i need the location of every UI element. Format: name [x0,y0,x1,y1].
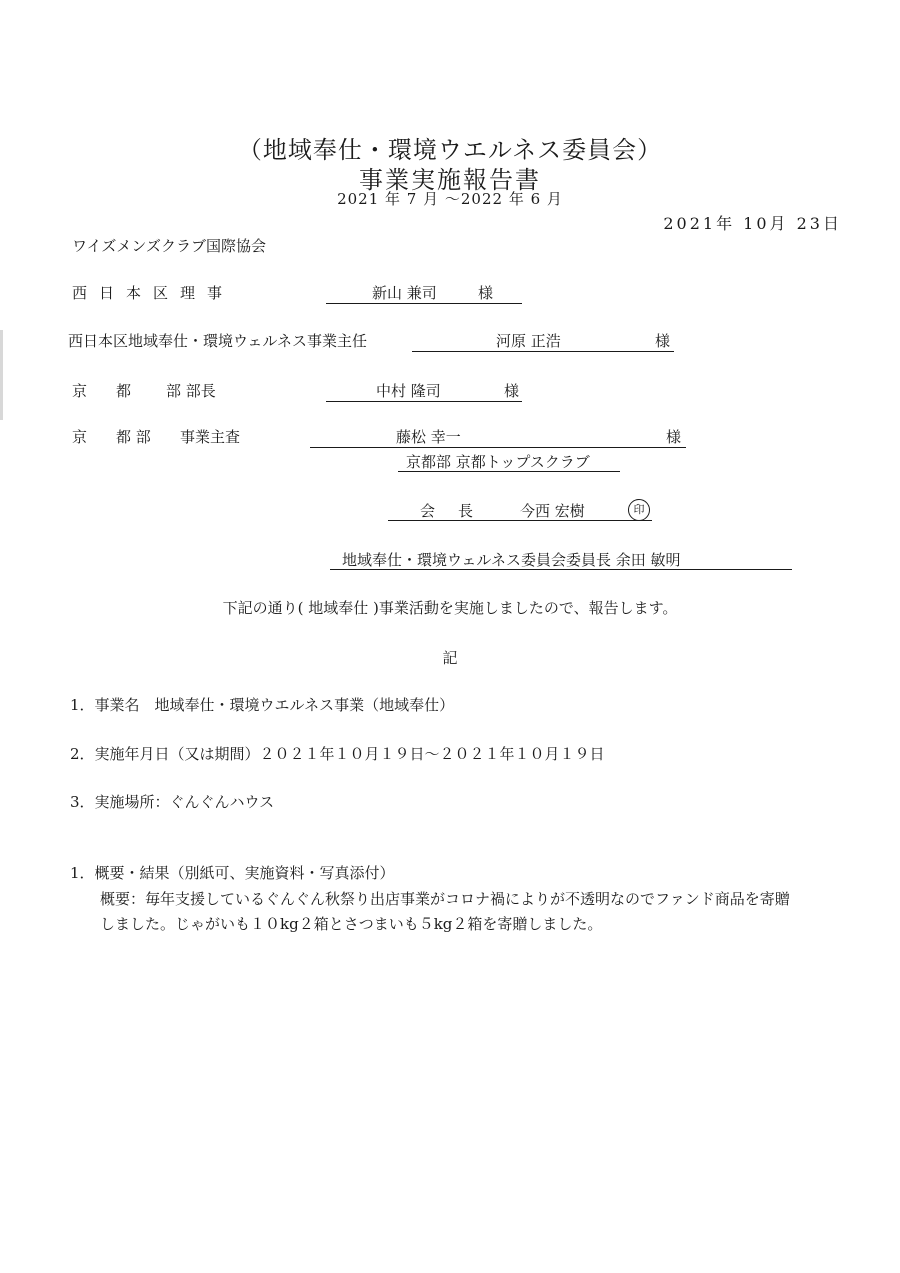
recipient-2-name: 河原 正浩 [496,332,561,350]
recipient-3-honorific: 様 [504,382,520,400]
recipient-3-name: 中村 隆司 [376,382,441,400]
recipient-1-title: 西日本区理事 [72,284,235,302]
recipient-1-name: 新山 兼司 [372,284,437,302]
recipient-1-honorific: 様 [478,284,494,302]
title-report: 事業実施報告書 [359,166,541,194]
recipient-organization: ワイズメンズクラブ国際協会 [72,237,266,255]
item-project-name: 1．事業名 地域奉仕・環境ウエルネス事業（地域奉仕） [70,696,455,714]
recipient-4-name: 藤松 幸一 [396,428,461,446]
sender-president-name: 今西 宏樹 [520,502,585,520]
recipient-4-honorific: 様 [666,428,682,446]
scan-artifact [0,330,3,420]
summary-heading: 1．概要・結果（別紙可、実施資料・写真添付） [70,864,395,882]
recipient-2-title: 西日本区地域奉仕・環境ウェルネス事業主任 [68,332,367,350]
intro-statement: 下記の通り( 地域奉仕 )事業活動を実施しましたので、報告します。 [222,599,678,617]
seal-stamp: 印 [628,499,650,521]
sender-chair: 地域奉仕・環境ウェルネス委員会委員長 余田 敏明 [342,551,681,569]
sender-president-title: 会 長 [420,502,478,520]
sender-club: 京都部 京都トップスクラブ [406,453,590,471]
recipient-4-title-c: 事業主査 [180,428,241,446]
title-committee: （地域奉仕・環境ウエルネス委員会） [237,136,663,164]
report-date: 2021年 10月 23日 [663,214,842,233]
recipient-2-honorific: 様 [655,332,671,350]
recipient-4-underline [310,427,686,448]
item-location: 3．実施場所：ぐんぐんハウス [70,793,275,811]
recipient-4-title-b: 都 部 [116,428,151,446]
recipient-3-title-b: 都 [116,382,132,400]
report-period: 2021 年 7 月 ～2022 年 6 月 [337,190,563,208]
ki-heading: 記 [442,649,458,667]
summary-line-2: しました。じゃがいも１０kg２箱とさつまいも５kg２箱を寄贈しました。 [100,915,603,933]
recipient-3-title-a: 京 [72,382,88,400]
item-date: 2．実施年月日（又は期間）２０２１年１０月１９日～２０２１年１０月１９日 [70,745,605,763]
recipient-3-title-c: 部 部長 [166,382,216,400]
summary-line-1: 概要：毎年支援しているぐんぐん秋祭り出店事業がコロナ禍によりが不透明なのでファンド商品を寄贈 [100,890,790,908]
recipient-4-title-a: 京 [72,428,88,446]
